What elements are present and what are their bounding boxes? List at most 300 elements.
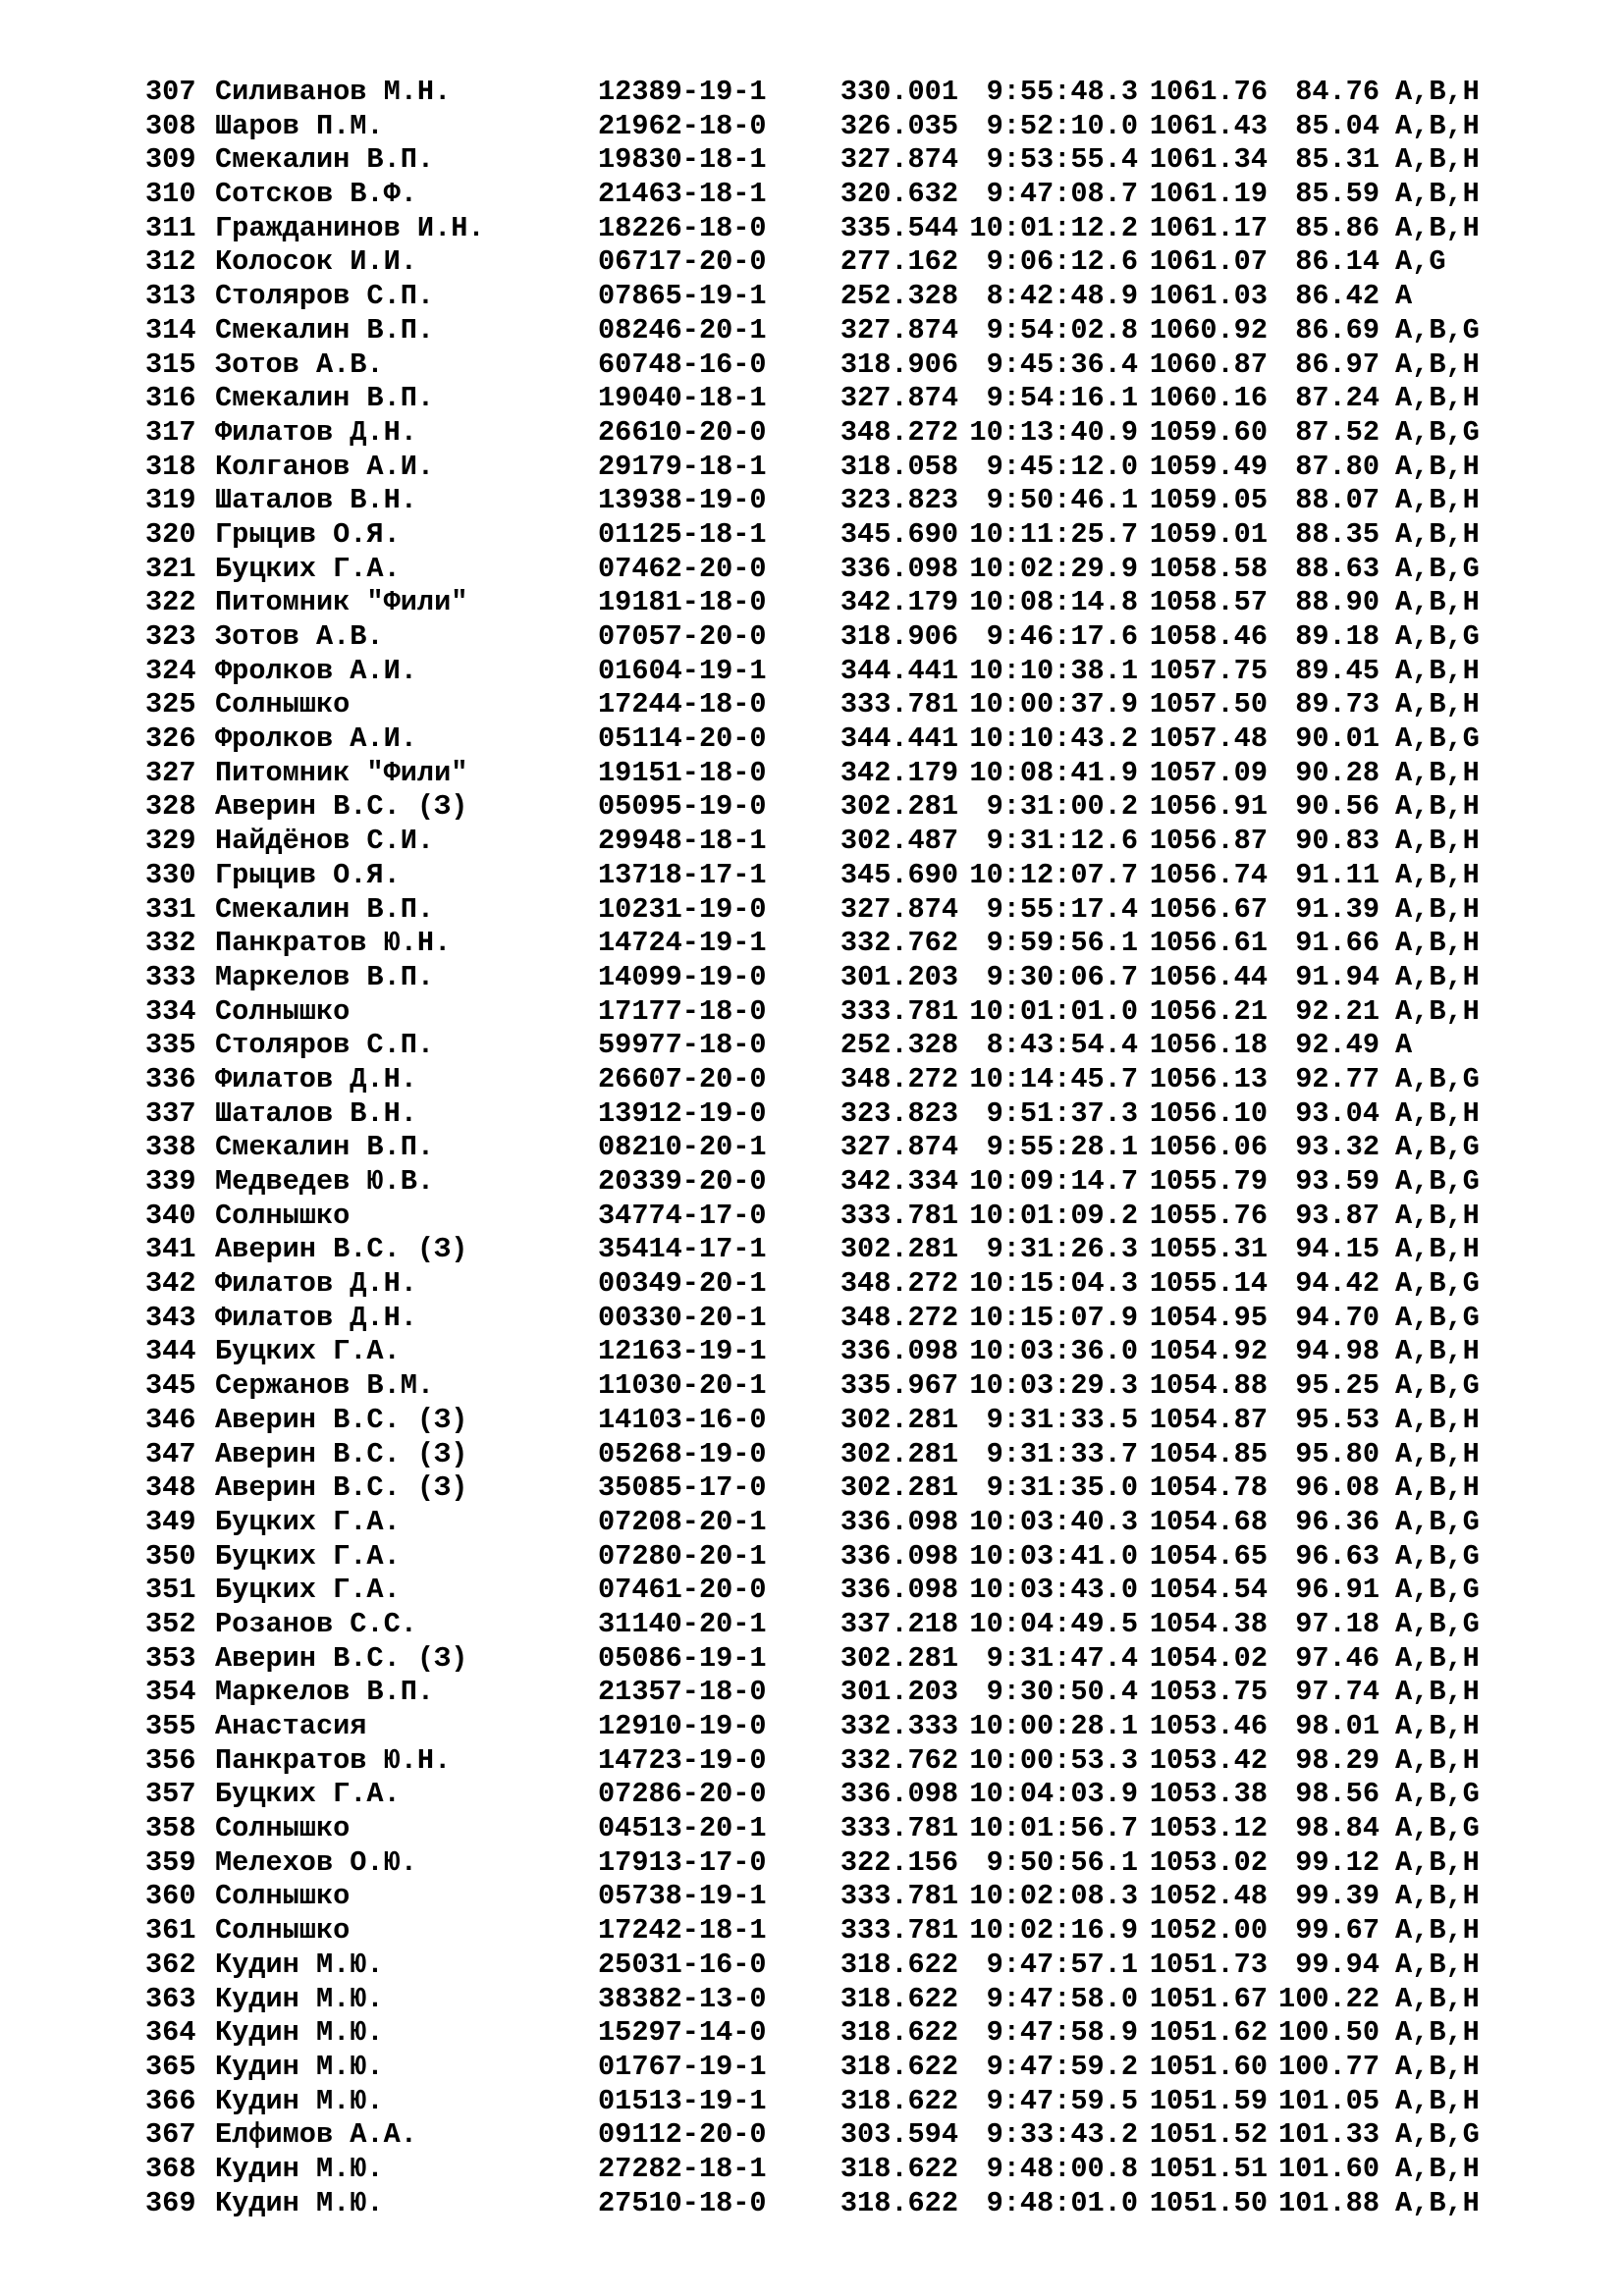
category-cell: A,B,H [1395, 1199, 1480, 1232]
table-row [145, 655, 1540, 689]
category-cell: A,B,H [1395, 756, 1480, 789]
distance-cell: 318.622 [839, 1948, 958, 1981]
rank-cell: 362 [145, 1948, 196, 1981]
speed-cell: 1061.19 [1149, 178, 1268, 211]
owner-name-cell: Сержанов В.М. [215, 1369, 435, 1403]
category-cell: A [1395, 280, 1413, 313]
owner-name-cell: Силиванов М.Н. [215, 76, 452, 108]
arrival-time-cell: 10:03:36.0 [969, 1335, 1138, 1368]
ring-number-cell: 26607-20-0 [598, 1062, 767, 1095]
distance-cell: 342.334 [839, 1165, 958, 1198]
coefficient-cell: 96.08 [1295, 1471, 1380, 1505]
category-cell: A,B,G [1395, 552, 1480, 585]
ring-number-cell: 27282-18-1 [598, 2152, 767, 2185]
speed-cell: 1060.92 [1149, 313, 1268, 347]
rank-cell: 325 [145, 688, 196, 721]
arrival-time-cell: 9:52:10.0 [986, 109, 1138, 142]
owner-name-cell: Кудин М.Ю. [215, 1948, 384, 1981]
ring-number-cell: 17913-17-0 [598, 1845, 767, 1879]
coefficient-cell: 90.56 [1295, 790, 1380, 824]
speed-cell: 1061.43 [1149, 109, 1268, 142]
speed-cell: 1051.60 [1149, 2050, 1268, 2083]
category-cell: A,B,G [1395, 1574, 1480, 1607]
distance-cell: 318.058 [839, 450, 958, 483]
ring-number-cell: 12910-19-0 [598, 1710, 767, 1742]
table-row [145, 348, 1540, 383]
distance-cell: 302.281 [839, 1471, 958, 1505]
distance-cell: 252.328 [839, 280, 958, 313]
category-cell: A,B,H [1395, 76, 1480, 108]
rank-cell: 307 [145, 76, 196, 108]
category-cell: A,B,H [1395, 450, 1480, 483]
owner-name-cell: Солнышко [215, 994, 351, 1028]
category-cell: A,B,H [1395, 1845, 1480, 1879]
ring-number-cell: 00349-20-1 [598, 1267, 767, 1301]
coefficient-cell: 94.70 [1295, 1301, 1380, 1334]
owner-name-cell: Кудин М.Ю. [215, 2016, 384, 2050]
rank-cell: 326 [145, 722, 196, 756]
coefficient-cell: 97.46 [1295, 1641, 1380, 1675]
coefficient-cell: 99.39 [1295, 1880, 1380, 1913]
ring-number-cell: 17242-18-1 [598, 1914, 767, 1948]
category-cell: A,B,H [1395, 347, 1480, 381]
distance-cell: 327.874 [839, 892, 958, 926]
table-row [145, 1438, 1540, 1472]
owner-name-cell: Солнышко [215, 1914, 351, 1948]
category-cell: A,B,H [1395, 960, 1480, 993]
rank-cell: 340 [145, 1199, 196, 1232]
table-row [145, 178, 1540, 212]
coefficient-cell: 94.42 [1295, 1267, 1380, 1301]
distance-cell: 318.622 [839, 1982, 958, 2015]
rank-cell: 333 [145, 960, 196, 993]
coefficient-cell: 90.01 [1295, 722, 1380, 756]
table-row [145, 790, 1540, 825]
distance-cell: 302.281 [839, 1403, 958, 1436]
owner-name-cell: Зотов А.В. [215, 620, 384, 653]
ring-number-cell: 19830-18-1 [598, 143, 767, 177]
arrival-time-cell: 9:33:43.2 [986, 2118, 1138, 2152]
coefficient-cell: 93.59 [1295, 1165, 1380, 1198]
distance-cell: 333.781 [839, 688, 958, 721]
results-table [145, 76, 1540, 2220]
coefficient-cell: 88.07 [1295, 484, 1380, 517]
speed-cell: 1051.62 [1149, 2016, 1268, 2050]
rank-cell: 353 [145, 1641, 196, 1675]
owner-name-cell: Смекалин В.П. [215, 1131, 435, 1164]
category-cell: A,B,G [1395, 415, 1480, 449]
arrival-time-cell: 9:55:48.3 [986, 76, 1138, 108]
rank-cell: 308 [145, 109, 196, 142]
owner-name-cell: Аверин В.С. (З) [215, 1641, 468, 1675]
category-cell: A,B,H [1395, 2016, 1480, 2050]
arrival-time-cell: 9:31:35.0 [986, 1471, 1138, 1505]
category-cell: A,B,H [1395, 143, 1480, 177]
distance-cell: 302.281 [839, 1233, 958, 1266]
category-cell: A,B,G [1395, 1301, 1480, 1334]
speed-cell: 1061.07 [1149, 245, 1268, 279]
table-row [145, 586, 1540, 620]
category-cell: A,B,H [1395, 1948, 1480, 1981]
arrival-time-cell: 10:01:01.0 [969, 994, 1138, 1028]
distance-cell: 336.098 [839, 552, 958, 585]
rank-cell: 321 [145, 552, 196, 585]
owner-name-cell: Буцких Г.А. [215, 1778, 401, 1811]
speed-cell: 1053.42 [1149, 1743, 1268, 1777]
coefficient-cell: 96.63 [1295, 1539, 1380, 1573]
table-row [145, 1506, 1540, 1540]
distance-cell: 318.906 [839, 620, 958, 653]
coefficient-cell: 98.29 [1295, 1743, 1380, 1777]
distance-cell: 327.874 [839, 382, 958, 415]
distance-cell: 344.441 [839, 654, 958, 687]
ring-number-cell: 19151-18-0 [598, 756, 767, 789]
category-cell: A,B,H [1395, 994, 1480, 1028]
table-row [145, 1880, 1540, 1914]
speed-cell: 1061.03 [1149, 280, 1268, 313]
distance-cell: 348.272 [839, 1301, 958, 1334]
table-row [145, 110, 1540, 144]
arrival-time-cell: 9:47:59.2 [986, 2050, 1138, 2083]
ring-number-cell: 35085-17-0 [598, 1471, 767, 1505]
ring-number-cell: 25031-16-0 [598, 1948, 767, 1981]
table-row [145, 1471, 1540, 1506]
speed-cell: 1054.92 [1149, 1335, 1268, 1368]
distance-cell: 318.622 [839, 2016, 958, 2050]
coefficient-cell: 93.04 [1295, 1096, 1380, 1130]
coefficient-cell: 85.59 [1295, 178, 1380, 211]
ring-number-cell: 14724-19-1 [598, 927, 767, 960]
speed-cell: 1056.67 [1149, 892, 1268, 926]
distance-cell: 318.906 [839, 347, 958, 381]
coefficient-cell: 98.56 [1295, 1778, 1380, 1811]
speed-cell: 1053.12 [1149, 1812, 1268, 1845]
distance-cell: 330.001 [839, 76, 958, 108]
category-cell: A,B,G [1395, 1062, 1480, 1095]
arrival-time-cell: 10:03:40.3 [969, 1505, 1138, 1538]
rank-cell: 315 [145, 347, 196, 381]
distance-cell: 327.874 [839, 143, 958, 177]
rank-cell: 366 [145, 2084, 196, 2117]
coefficient-cell: 87.52 [1295, 415, 1380, 449]
rank-cell: 344 [145, 1335, 196, 1368]
category-cell: A,B,H [1395, 2186, 1480, 2219]
coefficient-cell: 90.83 [1295, 825, 1380, 858]
speed-cell: 1056.61 [1149, 927, 1268, 960]
category-cell: A,B,G [1395, 620, 1480, 653]
ring-number-cell: 18226-18-0 [598, 211, 767, 244]
rank-cell: 359 [145, 1845, 196, 1879]
arrival-time-cell: 9:06:12.6 [986, 245, 1138, 279]
owner-name-cell: Грыцив О.Я. [215, 858, 401, 891]
speed-cell: 1053.38 [1149, 1778, 1268, 1811]
table-row [145, 825, 1540, 859]
table-row [145, 1914, 1540, 1949]
coefficient-cell: 88.63 [1295, 552, 1380, 585]
speed-cell: 1059.49 [1149, 450, 1268, 483]
category-cell: A,B,H [1395, 892, 1480, 926]
arrival-time-cell: 10:14:45.7 [969, 1062, 1138, 1095]
ring-number-cell: 21463-18-1 [598, 178, 767, 211]
distance-cell: 301.203 [839, 960, 958, 993]
rank-cell: 365 [145, 2050, 196, 2083]
arrival-time-cell: 9:59:56.1 [986, 927, 1138, 960]
distance-cell: 345.690 [839, 858, 958, 891]
table-row [145, 314, 1540, 348]
coefficient-cell: 92.49 [1295, 1029, 1380, 1062]
rank-cell: 324 [145, 654, 196, 687]
arrival-time-cell: 10:02:29.9 [969, 552, 1138, 585]
ring-number-cell: 29948-18-1 [598, 825, 767, 858]
category-cell: A,B,H [1395, 586, 1480, 619]
rank-cell: 356 [145, 1743, 196, 1777]
coefficient-cell: 98.01 [1295, 1710, 1380, 1742]
owner-name-cell: Елфимов А.А. [215, 2118, 417, 2152]
ring-number-cell: 31140-20-1 [598, 1607, 767, 1640]
rank-cell: 352 [145, 1607, 196, 1640]
ring-number-cell: 01513-19-1 [598, 2084, 767, 2117]
arrival-time-cell: 9:45:36.4 [986, 347, 1138, 381]
speed-cell: 1055.31 [1149, 1233, 1268, 1266]
speed-cell: 1058.46 [1149, 620, 1268, 653]
rank-cell: 313 [145, 280, 196, 313]
table-row [145, 1404, 1540, 1438]
ring-number-cell: 01767-19-1 [598, 2050, 767, 2083]
coefficient-cell: 99.67 [1295, 1914, 1380, 1948]
ring-number-cell: 34774-17-0 [598, 1199, 767, 1232]
owner-name-cell: Питомник "Фили" [215, 586, 468, 619]
rank-cell: 311 [145, 211, 196, 244]
arrival-time-cell: 10:12:07.7 [969, 858, 1138, 891]
arrival-time-cell: 10:04:03.9 [969, 1778, 1138, 1811]
speed-cell: 1053.02 [1149, 1845, 1268, 1879]
table-row [145, 1642, 1540, 1677]
table-row [145, 859, 1540, 893]
arrival-time-cell: 9:55:17.4 [986, 892, 1138, 926]
distance-cell: 320.632 [839, 178, 958, 211]
rank-cell: 369 [145, 2186, 196, 2219]
coefficient-cell: 85.31 [1295, 143, 1380, 177]
rank-cell: 329 [145, 825, 196, 858]
rank-cell: 320 [145, 517, 196, 551]
speed-cell: 1061.17 [1149, 211, 1268, 244]
owner-name-cell: Гражданинов И.Н. [215, 211, 485, 244]
coefficient-cell: 85.86 [1295, 211, 1380, 244]
owner-name-cell: Питомник "Фили" [215, 756, 468, 789]
category-cell: A,B,H [1395, 517, 1480, 551]
rank-cell: 358 [145, 1812, 196, 1845]
table-row [145, 1983, 1540, 2017]
speed-cell: 1061.34 [1149, 143, 1268, 177]
distance-cell: 332.762 [839, 1743, 958, 1777]
category-cell: A,B,G [1395, 1607, 1480, 1640]
category-cell: A,B,G [1395, 1267, 1480, 1301]
distance-cell: 327.874 [839, 313, 958, 347]
arrival-time-cell: 9:50:56.1 [986, 1845, 1138, 1879]
ring-number-cell: 19040-18-1 [598, 382, 767, 415]
category-cell: A,B,H [1395, 1335, 1480, 1368]
arrival-time-cell: 10:00:37.9 [969, 688, 1138, 721]
table-row [145, 1949, 1540, 1983]
arrival-time-cell: 10:10:43.2 [969, 722, 1138, 756]
category-cell: A,B,H [1395, 484, 1480, 517]
table-row [145, 451, 1540, 485]
table-row [145, 1540, 1540, 1575]
category-cell: A,B,H [1395, 688, 1480, 721]
speed-cell: 1056.91 [1149, 790, 1268, 824]
coefficient-cell: 92.21 [1295, 994, 1380, 1028]
table-row [145, 1165, 1540, 1200]
owner-name-cell: Медведев Ю.В. [215, 1165, 435, 1198]
arrival-time-cell: 9:55:28.1 [986, 1131, 1138, 1164]
distance-cell: 252.328 [839, 1029, 958, 1062]
distance-cell: 322.156 [839, 1845, 958, 1879]
coefficient-cell: 101.88 [1278, 2186, 1380, 2219]
ring-number-cell: 12163-19-1 [598, 1335, 767, 1368]
distance-cell: 336.098 [839, 1574, 958, 1607]
speed-cell: 1057.75 [1149, 654, 1268, 687]
rank-cell: 343 [145, 1301, 196, 1334]
coefficient-cell: 100.77 [1278, 2050, 1380, 2083]
arrival-time-cell: 10:11:25.7 [969, 517, 1138, 551]
rank-cell: 316 [145, 382, 196, 415]
distance-cell: 332.762 [839, 927, 958, 960]
table-row [145, 961, 1540, 995]
speed-cell: 1059.05 [1149, 484, 1268, 517]
rank-cell: 348 [145, 1471, 196, 1505]
rank-cell: 341 [145, 1233, 196, 1266]
distance-cell: 323.823 [839, 1096, 958, 1130]
category-cell: A,B,G [1395, 1505, 1480, 1538]
ring-number-cell: 14099-19-0 [598, 960, 767, 993]
owner-name-cell: Аверин В.С. (З) [215, 1471, 468, 1505]
arrival-time-cell: 10:03:41.0 [969, 1539, 1138, 1573]
speed-cell: 1054.65 [1149, 1539, 1268, 1573]
rank-cell: 367 [145, 2118, 196, 2152]
category-cell: A,B,H [1395, 1403, 1480, 1436]
speed-cell: 1056.21 [1149, 994, 1268, 1028]
ring-number-cell: 05086-19-1 [598, 1641, 767, 1675]
coefficient-cell: 95.53 [1295, 1403, 1380, 1436]
ring-number-cell: 14723-19-0 [598, 1743, 767, 1777]
distance-cell: 318.622 [839, 2186, 958, 2219]
coefficient-cell: 89.45 [1295, 654, 1380, 687]
owner-name-cell: Столяров С.П. [215, 1029, 435, 1062]
rank-cell: 331 [145, 892, 196, 926]
arrival-time-cell: 9:54:16.1 [986, 382, 1138, 415]
ring-number-cell: 05114-20-0 [598, 722, 767, 756]
rank-cell: 309 [145, 143, 196, 177]
distance-cell: 342.179 [839, 756, 958, 789]
rank-cell: 317 [145, 415, 196, 449]
table-row [145, 382, 1540, 416]
speed-cell: 1056.06 [1149, 1131, 1268, 1164]
distance-cell: 342.179 [839, 586, 958, 619]
arrival-time-cell: 10:02:08.3 [969, 1880, 1138, 1913]
category-cell: A,B,H [1395, 1743, 1480, 1777]
ring-number-cell: 07462-20-0 [598, 552, 767, 585]
distance-cell: 337.218 [839, 1607, 958, 1640]
owner-name-cell: Фролков А.И. [215, 722, 417, 756]
coefficient-cell: 95.25 [1295, 1369, 1380, 1403]
distance-cell: 333.781 [839, 994, 958, 1028]
ring-number-cell: 07286-20-0 [598, 1778, 767, 1811]
ring-number-cell: 00330-20-1 [598, 1301, 767, 1334]
speed-cell: 1052.00 [1149, 1914, 1268, 1948]
coefficient-cell: 93.87 [1295, 1199, 1380, 1232]
distance-cell: 302.487 [839, 825, 958, 858]
distance-cell: 333.781 [839, 1914, 958, 1948]
arrival-time-cell: 9:47:58.0 [986, 1982, 1138, 2015]
coefficient-cell: 94.98 [1295, 1335, 1380, 1368]
ring-number-cell: 29179-18-1 [598, 450, 767, 483]
speed-cell: 1054.85 [1149, 1437, 1268, 1470]
distance-cell: 348.272 [839, 415, 958, 449]
category-cell: A,B,H [1395, 109, 1480, 142]
ring-number-cell: 13938-19-0 [598, 484, 767, 517]
ring-number-cell: 05738-19-1 [598, 1880, 767, 1913]
ring-number-cell: 10231-19-0 [598, 892, 767, 926]
distance-cell: 333.781 [839, 1199, 958, 1232]
category-cell: A,B,H [1395, 825, 1480, 858]
owner-name-cell: Зотов А.В. [215, 347, 384, 381]
rank-cell: 357 [145, 1778, 196, 1811]
owner-name-cell: Найдёнов С.И. [215, 825, 435, 858]
coefficient-cell: 91.11 [1295, 858, 1380, 891]
owner-name-cell: Шаталов В.Н. [215, 1096, 417, 1130]
category-cell: A,B,H [1395, 1096, 1480, 1130]
owner-name-cell: Панкратов Ю.Н. [215, 1743, 452, 1777]
coefficient-cell: 96.36 [1295, 1505, 1380, 1538]
arrival-time-cell: 10:04:49.5 [969, 1607, 1138, 1640]
table-row [145, 927, 1540, 961]
speed-cell: 1056.44 [1149, 960, 1268, 993]
rank-cell: 335 [145, 1029, 196, 1062]
ring-number-cell: 21962-18-0 [598, 109, 767, 142]
distance-cell: 277.162 [839, 245, 958, 279]
owner-name-cell: Буцких Г.А. [215, 1539, 401, 1573]
speed-cell: 1056.87 [1149, 825, 1268, 858]
category-cell: A,B,H [1395, 858, 1480, 891]
table-row [145, 995, 1540, 1030]
category-cell: A,B,G [1395, 1131, 1480, 1164]
table-row [145, 1744, 1540, 1779]
owner-name-cell: Солнышко [215, 1880, 351, 1913]
rank-cell: 312 [145, 245, 196, 279]
ring-number-cell: 12389-19-1 [598, 76, 767, 108]
category-cell: A,B,H [1395, 2050, 1480, 2083]
ring-number-cell: 26610-20-0 [598, 415, 767, 449]
rank-cell: 361 [145, 1914, 196, 1948]
distance-cell: 318.622 [839, 2050, 958, 2083]
rank-cell: 328 [145, 790, 196, 824]
speed-cell: 1052.48 [1149, 1880, 1268, 1913]
category-cell: A,B,H [1395, 790, 1480, 824]
owner-name-cell: Солнышко [215, 1199, 351, 1232]
coefficient-cell: 88.90 [1295, 586, 1380, 619]
rank-cell: 310 [145, 178, 196, 211]
distance-cell: 333.781 [839, 1812, 958, 1845]
owner-name-cell: Маркелов В.П. [215, 960, 435, 993]
distance-cell: 335.967 [839, 1369, 958, 1403]
arrival-time-cell: 10:13:40.9 [969, 415, 1138, 449]
speed-cell: 1053.75 [1149, 1676, 1268, 1709]
speed-cell: 1051.67 [1149, 1982, 1268, 2015]
speed-cell: 1051.52 [1149, 2118, 1268, 2152]
speed-cell: 1056.13 [1149, 1062, 1268, 1095]
speed-cell: 1057.48 [1149, 722, 1268, 756]
rank-cell: 345 [145, 1369, 196, 1403]
